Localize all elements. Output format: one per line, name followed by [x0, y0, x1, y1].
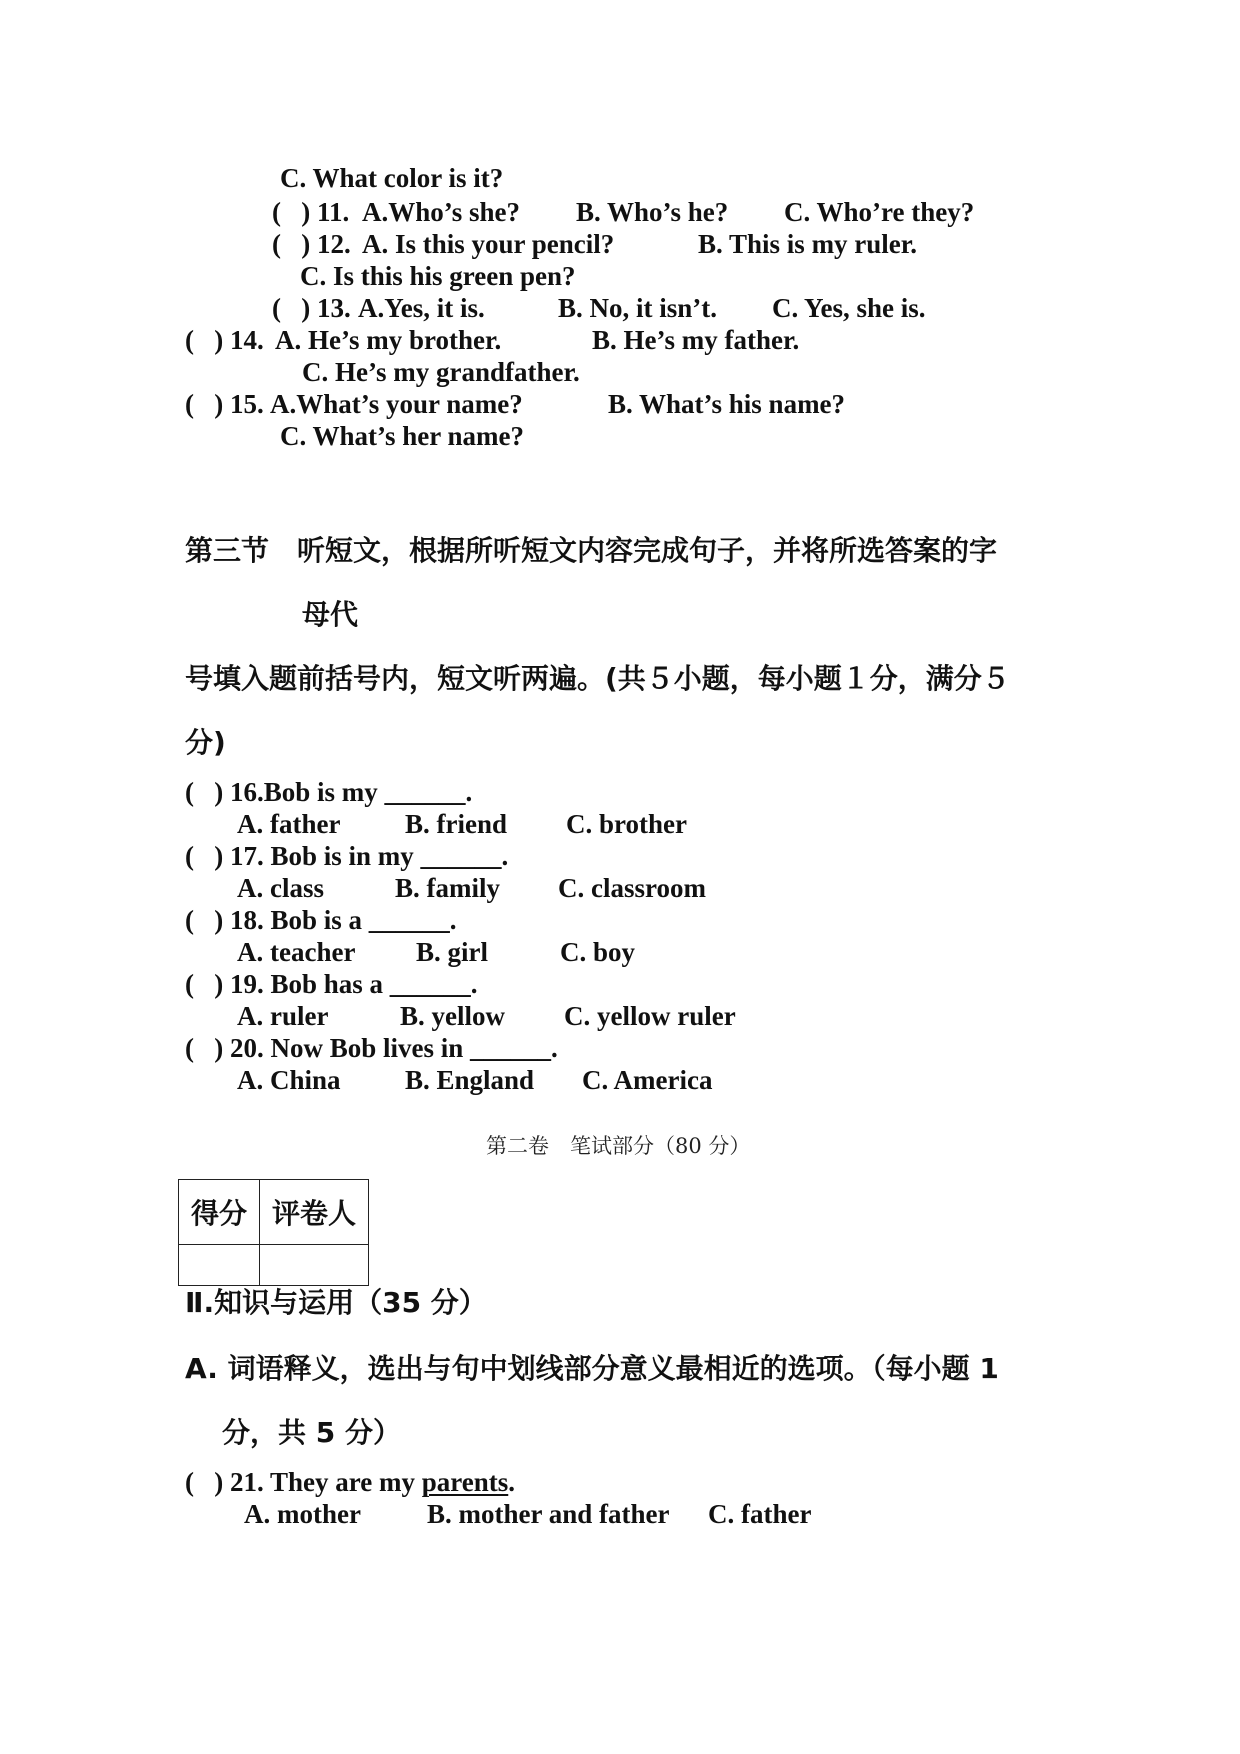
q11-option-b: B. Who’s he? [576, 197, 729, 227]
q17-stem: ( ) 17. Bob is in my ______. [185, 841, 509, 871]
q11-number: ( ) 11. [272, 197, 356, 227]
q21-option-a: A. mother [244, 1499, 361, 1529]
q13-number: ( ) 13. [272, 293, 351, 323]
sectionA-heading-line1: A. 词语释义，选出与句中划线部分意义最相近的选项。（每小题 1 [185, 1352, 999, 1385]
sectionA-heading-line2: 分，共 5 分） [222, 1416, 401, 1449]
q21-underlined-word: parents [421, 1467, 509, 1497]
q21-stem-prefix: ( ) 21. They are my [185, 1467, 422, 1497]
section3-heading-line2: 母代 [302, 598, 359, 631]
q19-option-a: A. ruler [237, 1001, 329, 1031]
q11-option-a: A.Who’s she? [362, 197, 521, 227]
part2-title: Ⅱ.知识与运用（35 分） [185, 1286, 487, 1319]
q21-option-c: C. father [708, 1499, 812, 1529]
q15-number: ( ) 15. [185, 389, 264, 419]
q13-option-b: B. No, it isn’t. [558, 293, 718, 323]
q14-option-c: C. He’s my grandfather. [302, 357, 580, 387]
q14-option-a: A. He’s my brother. [275, 325, 502, 355]
q19-option-b: B. yellow [400, 1001, 505, 1031]
q12-option-c: C. Is this his green pen? [300, 261, 576, 291]
q12-option-b: B. This is my ruler. [698, 229, 918, 259]
q10-option-c: C. What color is it? [280, 163, 504, 193]
volume2-caption: 第二卷 笔试部分（80 分） [486, 1134, 751, 1158]
q16-stem: ( ) 16.Bob is my ______. [185, 777, 473, 807]
q18-stem: ( ) 18. Bob is a ______. [185, 905, 457, 935]
q15-option-c: C. What’s her name? [280, 421, 525, 451]
q12-option-a: A. Is this your pencil? [362, 229, 615, 259]
q11-option-c: C. Who’re they? [784, 197, 975, 227]
grader-header: 评卷人 [260, 1180, 369, 1245]
q14-option-b: B. He’s my father. [592, 325, 800, 355]
q13-option-c: C. Yes, she is. [772, 293, 926, 323]
grader-cell[interactable] [260, 1245, 369, 1286]
q14-number: ( ) 14. [185, 325, 271, 355]
q16-option-a: A. father [237, 809, 341, 839]
q17-option-a: A. class [237, 873, 324, 903]
q13-option-a: A.Yes, it is. [358, 293, 485, 323]
q17-option-b: B. family [395, 873, 500, 903]
q15-option-a: A.What’s your name? [270, 389, 523, 419]
q21-stem [185, 1466, 515, 1498]
q18-option-a: A. teacher [237, 937, 356, 967]
score-cell[interactable] [179, 1245, 260, 1286]
q20-option-c: C. America [582, 1065, 713, 1095]
q16-option-b: B. friend [405, 809, 508, 839]
q21-stem-suffix: . [508, 1467, 515, 1497]
q19-stem: ( ) 19. Bob has a ______. [185, 969, 478, 999]
q20-stem: ( ) 20. Now Bob lives in ______. [185, 1033, 558, 1063]
q16-option-c: C. brother [566, 809, 687, 839]
q15-option-b: B. What’s his name? [608, 389, 846, 419]
q12-number: ( ) 12. [272, 229, 358, 259]
q20-option-b: B. England [405, 1065, 535, 1095]
q19-option-c: C. yellow ruler [564, 1001, 736, 1031]
q20-option-a: A. China [237, 1065, 341, 1095]
section3-heading-line3: 号填入题前括号内，短文听两遍。(共５小题，每小题１分，满分５ [185, 662, 1010, 695]
q21-option-b: B. mother and father [427, 1499, 670, 1529]
score-header: 得分 [179, 1180, 260, 1245]
q18-option-c: C. boy [560, 937, 636, 967]
section3-heading-line4: 分) [185, 726, 226, 759]
score-table [178, 1179, 369, 1286]
q17-option-c: C. classroom [558, 873, 706, 903]
q18-option-b: B. girl [416, 937, 488, 967]
section3-heading-line1: 第三节 听短文，根据所听短文内容完成句子，并将所选答案的字 [185, 534, 998, 567]
